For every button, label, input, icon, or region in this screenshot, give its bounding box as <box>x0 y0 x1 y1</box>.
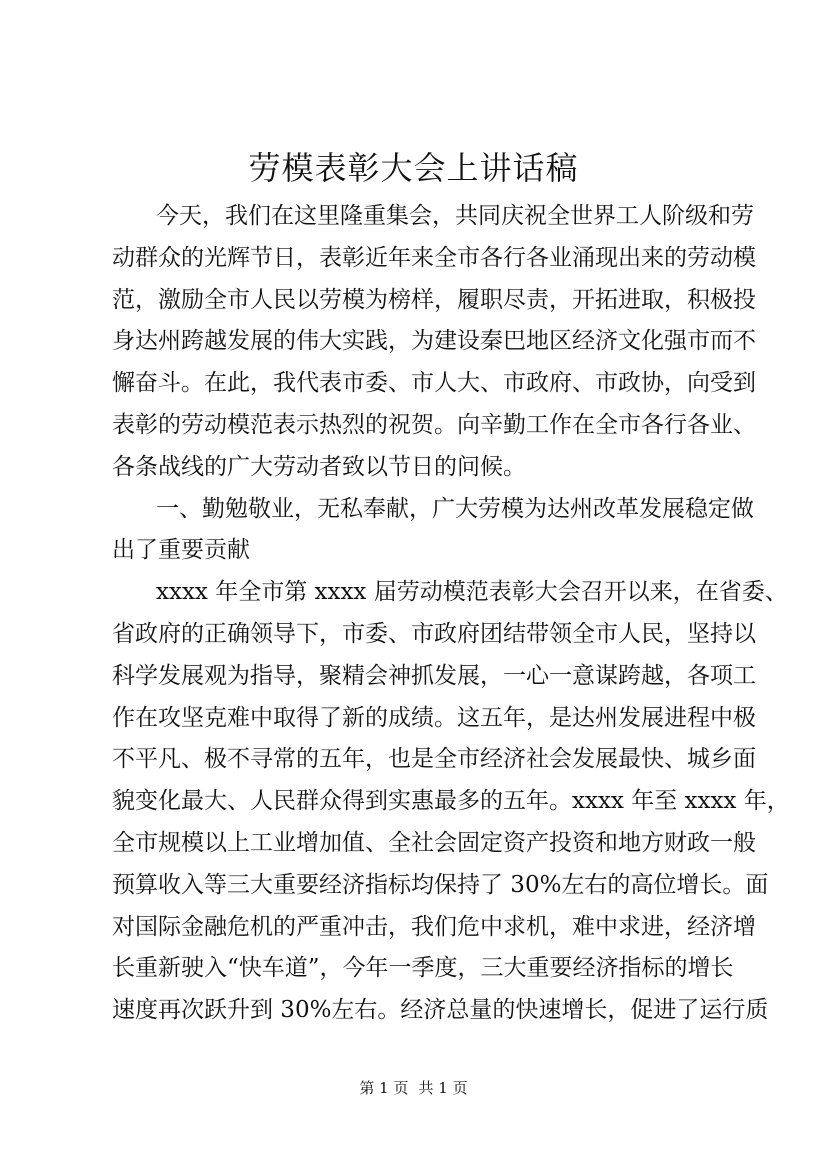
paragraph-line: 作在攻坚克难中取得了新的成绩。这五年，是达州发展进程中极 <box>112 704 756 731</box>
document-title: 劳模表彰大会上讲话稿 <box>248 149 579 187</box>
paragraph-line: 省政府的正确领导下，市委、市政府团结带领全市人民，坚持以 <box>112 620 756 647</box>
section-heading-line: 出了重要贡献 <box>112 537 250 564</box>
paragraph-line: 表彰的劳动模范表示热烈的祝贺。向辛勤工作在全市各行各业、 <box>112 411 756 438</box>
page-footer <box>0 1077 827 1099</box>
paragraph-line: 貌变化最大、人民群众得到实惠最多的五年。xxxx 年至 xxxx 年， <box>112 788 790 815</box>
paragraph-line: 长重新驶入“快车道”，今年一季度，三大重要经济指标的增长 <box>112 955 734 982</box>
paragraph-line: 今天，我们在这里隆重集会，共同庆祝全世界工人阶级和劳 <box>156 203 754 229</box>
document-body <box>112 196 790 1032</box>
page-number-total: 共 1 页 <box>418 1079 468 1097</box>
page-number-current: 第 1 页 <box>359 1079 409 1097</box>
paragraph-line: 预算收入等三大重要经济指标均保持了 30%左右的高位增长。面 <box>112 871 769 898</box>
paragraph-line: 全市规模以上工业增加值、全社会固定资产投资和地方财政一般 <box>112 829 756 856</box>
paragraph-line: 范，激励全市人民以劳模为榜样，履职尽责，开拓进取，积极投 <box>112 286 756 313</box>
paragraph-line: 懈奋斗。在此，我代表市委、市人大、市政府、市政协，向受到 <box>112 370 756 397</box>
paragraph-line: 身达州跨越发展的伟大实践，为建设秦巴地区经济文化强市而不 <box>112 328 756 355</box>
paragraph-line: 速度再次跃升到 30%左右。经济总量的快速增长，促进了运行质 <box>112 997 769 1024</box>
paragraph-line: 不平凡、极不寻常的五年，也是全市经济社会发展最快、城乡面 <box>112 746 756 773</box>
paragraph-line: 科学发展观为指导，聚精会神抓发展，一心一意谋跨越，各项工 <box>112 662 756 689</box>
paragraph-line: xxxx 年全市第 xxxx 届劳动模范表彰大会召开以来，在省委、 <box>156 579 788 606</box>
paragraph-line: 各条战线的广大劳动者致以节日的问候。 <box>112 453 526 480</box>
paragraph-line: 动群众的光辉节日，表彰近年来全市各行各业涌现出来的劳动模 <box>112 244 756 271</box>
paragraph-line: 对国际金融危机的严重冲击，我们危中求机，难中求进，经济增 <box>112 913 756 940</box>
section-heading-line: 一、勤勉敬业，无私奉献，广大劳模为达州改革发展稳定做 <box>156 495 754 522</box>
